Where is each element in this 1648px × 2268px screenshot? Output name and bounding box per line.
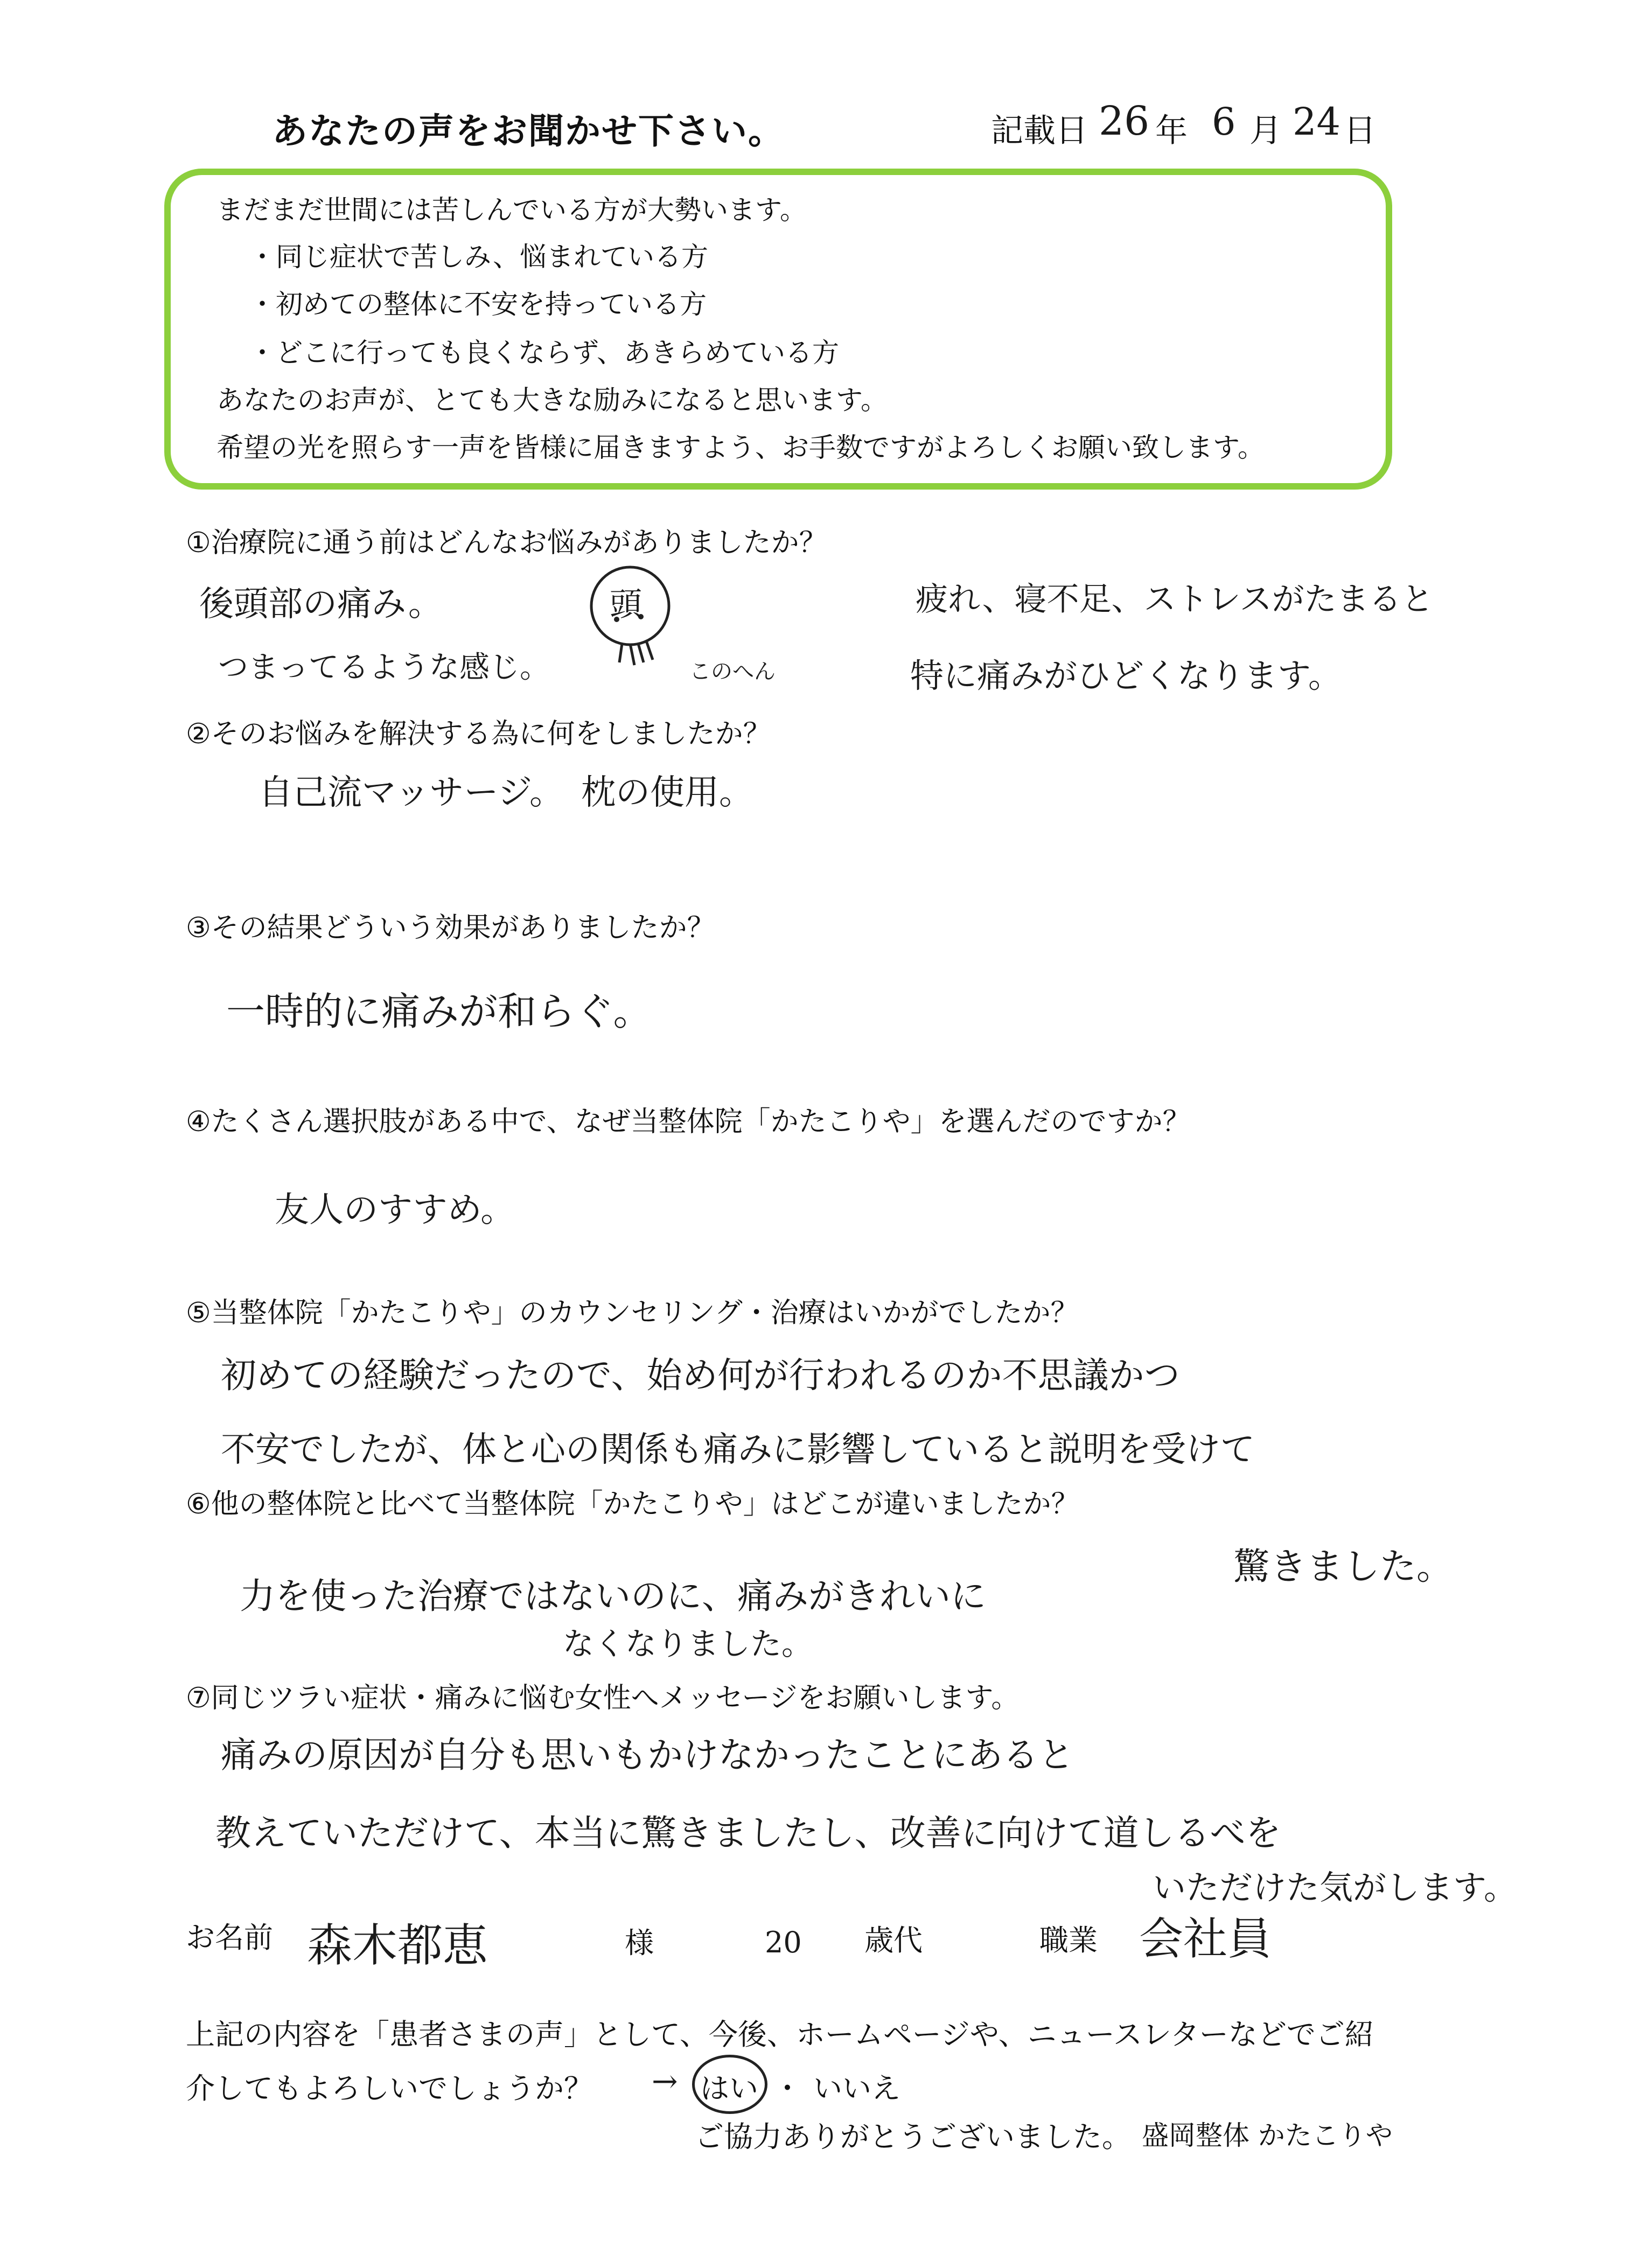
intro-box <box>164 169 1392 490</box>
name-value: 森木都恵 <box>307 1919 488 1972</box>
answer-7-line-2: 教えていただけて、本当に驚きましたし、改善に向けて道しるべを <box>215 1812 1281 1854</box>
date-month-unit: 月 <box>1249 112 1282 150</box>
answer-5-line-2: 不安でしたが、体と心の関係も痛みに影響していると説明を受けて <box>221 1430 1255 1470</box>
intro-bullet: ・初めての整体に不安を持っている方 <box>249 289 707 320</box>
date-month-value: 6 <box>1212 100 1236 144</box>
question-6: ⑥他の整体院と比べて当整体院「かたこりや」はどこが違いましたか？ <box>186 1488 1079 1520</box>
answer-1-line-1: 後頭部の痛み。 <box>199 584 443 624</box>
clinic-name: 盛岡整体 かたこりや <box>1142 2120 1393 2151</box>
answer-1-line-4: 特に痛みがひどくなります。 <box>910 656 1342 695</box>
arrow-mark: → <box>652 2063 678 2099</box>
age-label: 歳代 <box>864 1923 923 1957</box>
question-1: ①治療院に通う前はどんなお悩みがありましたか？ <box>186 527 827 559</box>
question-2: ②そのお悩みを解決する為に何をしましたか？ <box>186 718 771 750</box>
answer-3: 一時的に痛みが和らぐ。 <box>226 989 652 1034</box>
job-label: 職業 <box>1039 1923 1098 1957</box>
name-suffix: 様 <box>625 1926 654 1960</box>
question-7: ⑦同じツラい症状・痛みに悩む女性へメッセージをお願いします。 <box>186 1682 1019 1714</box>
age-value: 20 <box>765 1925 802 1959</box>
page-title: あなたの声をお聞かせ下さい。 <box>272 110 785 152</box>
answer-7-line-3: いただけた気がします。 <box>1153 1868 1518 1907</box>
date-day-unit: 日 <box>1344 112 1376 150</box>
date-label: 記載日 <box>991 112 1088 150</box>
name-label: お名前 <box>186 1921 273 1955</box>
date-day-value: 24 <box>1293 100 1341 144</box>
head-sketch-label: 頭 <box>610 586 642 624</box>
consent-yes-option[interactable]: はい <box>700 2071 758 2105</box>
question-4: ④たくさん選択肢がある中で、なぜ当整体院「かたこりや」を選んだのですか？ <box>186 1106 1191 1138</box>
answer-1-line-3: 疲れ、寝不足、ストレスがたまると <box>916 581 1434 618</box>
intro-line: 希望の光を照らす一声を皆様に届きますよう、お手数ですがよろしくお願い致します。 <box>217 432 1265 463</box>
job-value: 会社員 <box>1139 1914 1272 1965</box>
intro-bullet: ・同じ症状で苦しみ、悩まれている方 <box>249 241 708 273</box>
answer-5-line-1: 初めての経験だったので、始め何が行われるのか不思議かつ <box>221 1355 1180 1396</box>
intro-bullet: ・どこに行っても良くならず、あきらめている方 <box>249 337 839 368</box>
answer-4: 友人のすすめ。 <box>275 1190 515 1230</box>
consent-no-option[interactable]: いいえ <box>813 2071 900 2105</box>
answer-5-line-3: 驚きました。 <box>1233 1546 1454 1588</box>
question-5: ⑤当整体院「かたこりや」のカウンセリング・治療はいかがでしたか？ <box>186 1297 1079 1329</box>
consent-text-line-1: 上記の内容を「患者さまの声」として、今後、ホームページや、ニュースレターなどでご紹 <box>186 2018 1374 2051</box>
intro-line: あなたのお声が、とても大きな励みになると思います。 <box>217 385 888 416</box>
date-year-value: 26 <box>1099 98 1150 144</box>
answer-6-line-1: 力を使った治療ではないのに、痛みがきれいに <box>240 1575 986 1617</box>
answer-2: 自己流マッサージ。 枕の使用。 <box>259 773 754 813</box>
question-3: ③その結果どういう効果がありましたか？ <box>186 912 715 944</box>
consent-separator: ・ <box>773 2071 802 2105</box>
answer-7-line-1: 痛みの原因が自分も思いもかけなかったことにあると <box>221 1734 1074 1776</box>
answer-1-line-2: つまってるような感じ。 <box>218 650 550 685</box>
date-year-unit: 年 <box>1155 112 1188 150</box>
yes-circle-mark <box>692 2055 767 2114</box>
head-sketch-note: このへん <box>689 659 776 684</box>
thanks-text: ご協力ありがとうございました。 <box>695 2120 1131 2154</box>
consent-text-line-2: 介してもよろしいでしょうか？ <box>186 2071 593 2105</box>
intro-line: まだまだ世間には苦しんでいる方が大勢います。 <box>217 194 807 226</box>
answer-6-line-2: なくなりました。 <box>563 1625 813 1662</box>
